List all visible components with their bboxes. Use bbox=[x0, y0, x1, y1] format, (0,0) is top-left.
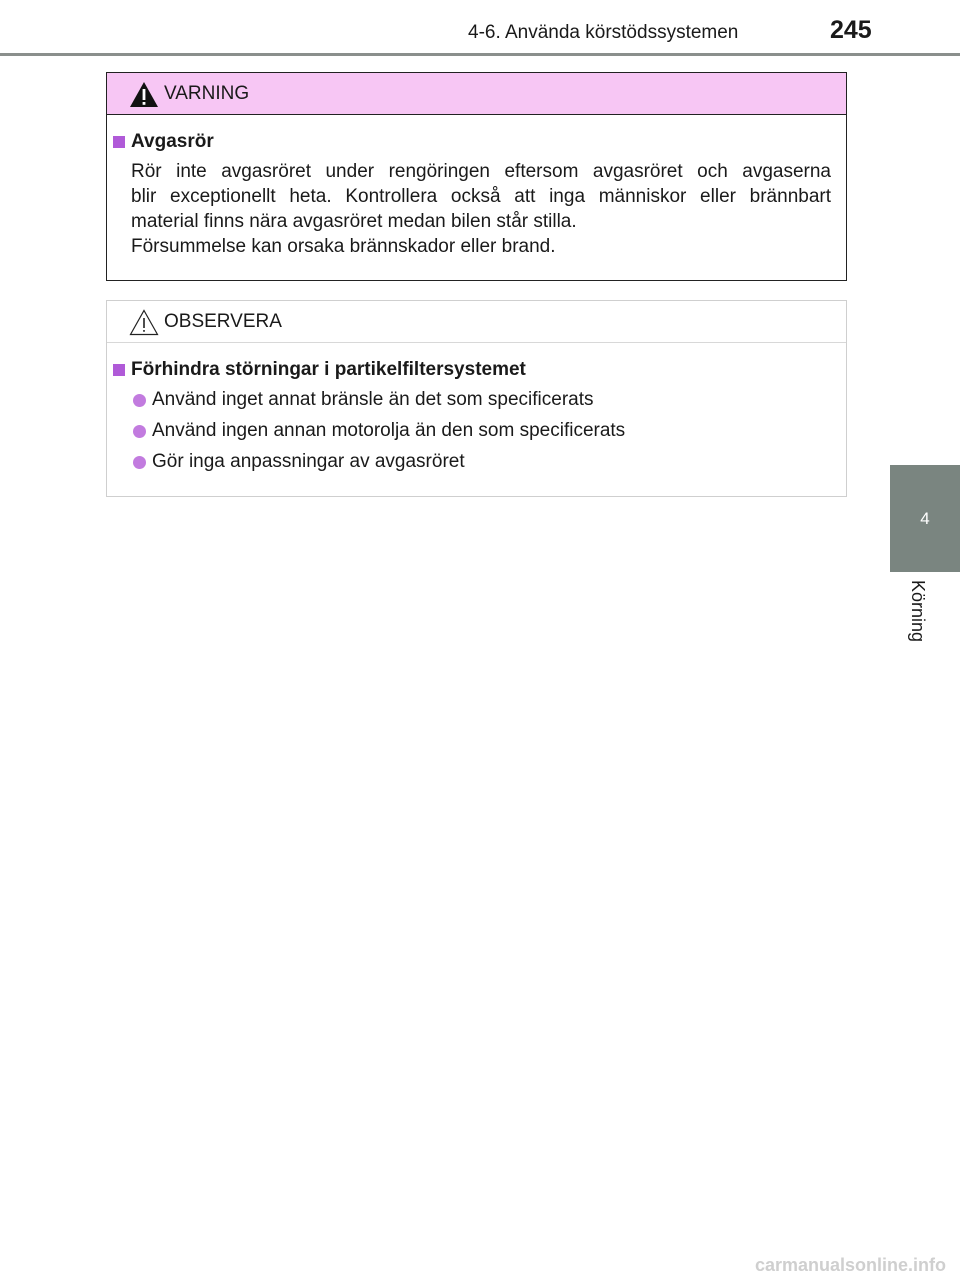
chapter-number: 4 bbox=[920, 508, 930, 528]
notice-title: OBSERVERA bbox=[164, 311, 282, 332]
footer-watermark: carmanualsonline.info bbox=[754, 1255, 946, 1275]
warning-line: Rör inte avgasröret under rengöringen eftersom avgasröret och avgaserna bbox=[131, 161, 831, 182]
notice-header bbox=[107, 301, 846, 343]
notice-bullet bbox=[133, 420, 625, 442]
notice-bullet-text: Gör inga anpassningar av avgasröret bbox=[152, 451, 465, 472]
warning-title: VARNING bbox=[164, 83, 250, 104]
warning-box bbox=[106, 72, 847, 281]
warning-subheading bbox=[113, 131, 214, 153]
warning-paragraph bbox=[131, 159, 831, 259]
caution-triangle-icon bbox=[129, 309, 159, 336]
round-bullet-icon bbox=[133, 425, 146, 438]
chapter-label: Körning bbox=[908, 580, 928, 643]
warning-line: Försummelse kan orsaka brännskador eller brand. bbox=[131, 236, 556, 257]
warning-triangle-icon bbox=[129, 81, 159, 108]
header-section-title: 4-6. Använda körstödssystemen bbox=[468, 22, 739, 43]
notice-heading-text: Förhindra störningar i partikelfiltersystemet bbox=[131, 359, 526, 380]
notice-bullet bbox=[133, 451, 465, 473]
notice-box bbox=[106, 300, 847, 497]
square-bullet-icon bbox=[113, 364, 125, 376]
warning-line: blir exceptionellt heta. Kontrollera också att inga människor eller brännbart bbox=[131, 186, 831, 207]
warning-heading-text: Avgasrör bbox=[131, 131, 214, 152]
notice-bullet bbox=[133, 389, 594, 411]
warning-line: material finns nära avgasröret medan bilen står stilla. bbox=[131, 211, 577, 232]
header-rule bbox=[0, 53, 960, 56]
notice-bullet-text: Använd inget annat bränsle än det som specificerats bbox=[152, 389, 594, 410]
notice-subheading bbox=[113, 359, 526, 381]
round-bullet-icon bbox=[133, 456, 146, 469]
notice-bullet-text: Använd ingen annan motorolja än den som specificerats bbox=[152, 420, 626, 441]
warning-header bbox=[107, 73, 846, 115]
chapter-tab bbox=[890, 465, 960, 572]
page-number: 245 bbox=[830, 16, 872, 44]
square-bullet-icon bbox=[113, 136, 125, 148]
round-bullet-icon bbox=[133, 394, 146, 407]
